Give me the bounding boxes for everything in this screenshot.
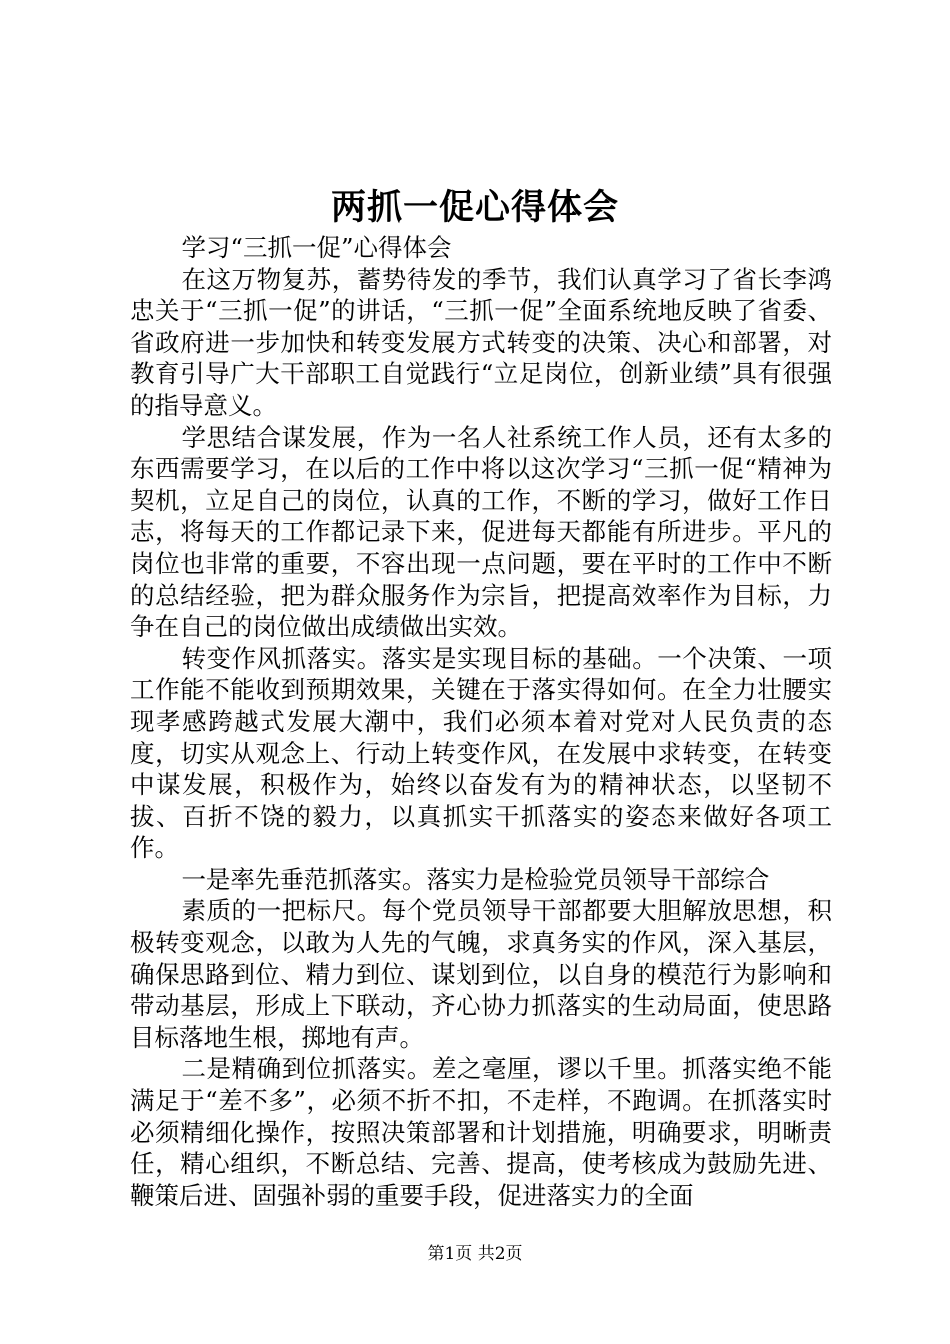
paragraph-style: 转变作风抓落实。落实是实现目标的基础。一个决策、一项工作能不能收到预期效果，关键在于落实得如何。在全力壮腰实现孝感跨越式发展大潮中，我们必须本着对党对人民负责的态度，切实从观念上、行动上转变作风，在发展中求转变，在转变中谋发展，积极作为，始终以奋发有为的精神状态，以坚韧不拔、百折不饶的毅力，以真抓实干抓落实的姿态来做好各项工作。 [130,643,832,863]
paragraph-study: 学思结合谋发展，作为一名人社系统工作人员，还有太多的东西需要学习，在以后的工作中将以这次学习“三抓一促“精神为契机，立足自己的岗位，认真的工作，不断的学习，做好工作日志，将每天的工作都记录下来，促进每天都能有所进步。平凡的岗位也非常的重要，不容出现一点问题，要在平时的工作中不断的总结经验，把为群众服务作为宗旨，把提高效率作为目标，力争在自己的岗位做出成绩做出实效。 [130,422,832,642]
document-body [130,232,832,1211]
document-subtitle: 学习“三抓一促”心得体会 [181,233,452,262]
document-title: 两抓一促心得体会 [330,187,619,228]
paragraph-point-one-body: 素质的一把标尺。每个党员领导干部都要大胆解放思想，积极转变观念，以敢为人先的气魄，求真务实的作风，深入基层，确保思路到位、精力到位、谋划到位，以自身的模范行为影响和带动基层，形成上下联动，齐心协力抓落实的生动局面，使思路目标落地生根，掷地有声。 [130,896,832,1052]
paragraph-point-two: 二是精确到位抓落实。差之毫厘，谬以千里。抓落实绝不能满足于“差不多”，必须不折不扣，不走样，不跑调。在抓落实时必须精细化操作，按照决策部署和计划措施，明确要求，明晰责任，精心组织，不断总结、完善、提高，使考核成为鼓励先进、鞭策后进、固强补弱的重要手段，促进落实力的全面 [130,1054,832,1210]
page-number: 第1页 共2页 [427,1244,523,1264]
paragraph-intro: 在这万物复苏，蓄势待发的季节，我们认真学习了省长李鸿忠关于“三抓一促”的讲话，“三抓一促”全面系统地反映了省委、省政府进一步加快和转变发展方式转变的决策、决心和部署，对教育引导广大干部职工自觉践行“立足岗位，创新业绩”具有很强的指导意义。 [130,264,832,420]
paragraph-point-one-heading: 一是率先垂范抓落实。落实力是检验党员领导干部综合 [181,864,770,894]
